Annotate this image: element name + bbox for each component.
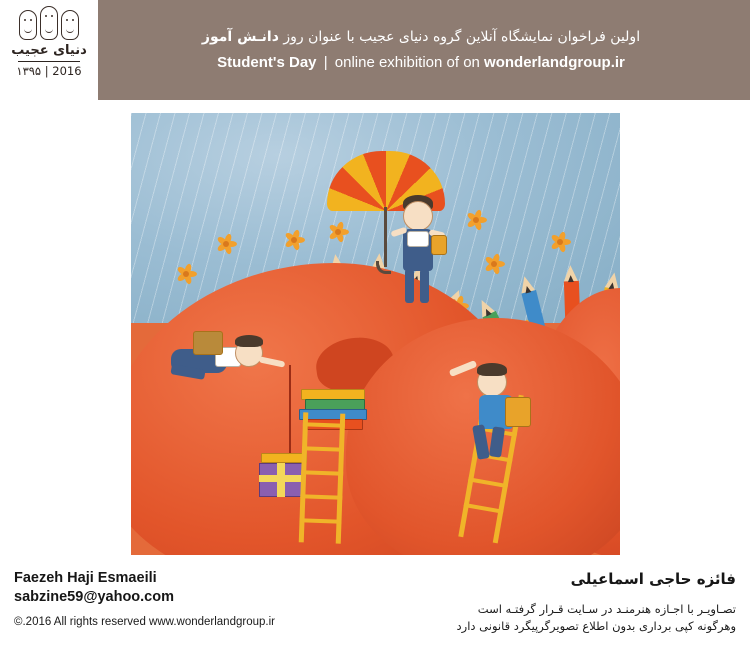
header-fa-bold: دانـش آموز [201,29,279,45]
autumn-flower-icon [327,221,349,243]
header-fa-middle: گروه دنیای عجیب با عنوان روز [283,29,462,45]
child-top [387,195,457,315]
autumn-flower-icon [283,229,305,251]
autumn-flower-icon [549,231,571,253]
smiley-face-middle-icon [40,6,58,40]
header-en-title: Student's Day [217,54,317,71]
artwork-area [0,100,750,555]
child-left [171,325,291,405]
smiley-face-right-icon [61,10,79,40]
gift-top-book [261,453,307,463]
header-fa-prefix: اولین فراخوان نمایشگاه آنلاین [465,29,641,45]
ladder-left [299,412,346,543]
usage-notice-line-1: تصـاویـر با اجـازه هنرمنـد در سـایت قـرار گرفتـه است [477,602,736,616]
logo-wordmark: دنیای عجیب [11,43,87,58]
header-line-english [217,54,625,71]
artist-name-farsi: فائزه حاجی اسماعیلی [570,570,736,588]
smile-icon [66,27,74,33]
usage-notice-farsi [457,601,736,635]
child-right [449,353,559,483]
header-line-farsi [202,29,640,45]
header-en-separator: | [323,54,328,71]
smile-icon [24,27,32,33]
header-en-middle: online exhibition of on [334,54,480,71]
autumn-flower-icon [465,209,487,231]
artwork-image [131,113,620,556]
artist-name-english: Faezeh Haji Esmaeili [14,570,157,586]
gift-ribbon [259,475,305,482]
logo-years: ۱۳۹۵ | 2016 [16,64,82,78]
copyright-text: ©.2016 All rights reserved www.wonderlandgroup.ir [14,616,275,628]
artist-email-link[interactable]: sabzine59@yahoo.com [14,589,174,605]
page-header [0,0,750,100]
header-text-block [98,0,750,100]
brand-logo[interactable] [0,0,98,100]
footer-right-block [457,569,736,635]
autumn-flower-icon [215,233,237,255]
smiley-face-left-icon [19,10,37,40]
smile-icon [45,27,53,33]
usage-notice-line-2: وهرگونه کپی برداری بدون اطلاع تصویرگرپیگرد قانونی دارد [456,619,736,633]
logo-divider [18,61,80,62]
autumn-flower-icon [483,253,505,275]
header-en-site-link[interactable]: wonderlandgroup.ir [484,54,625,71]
page-footer [0,555,750,651]
logo-faces-group [19,6,79,40]
autumn-flower-icon [175,263,197,285]
footer-left-block [14,569,275,628]
